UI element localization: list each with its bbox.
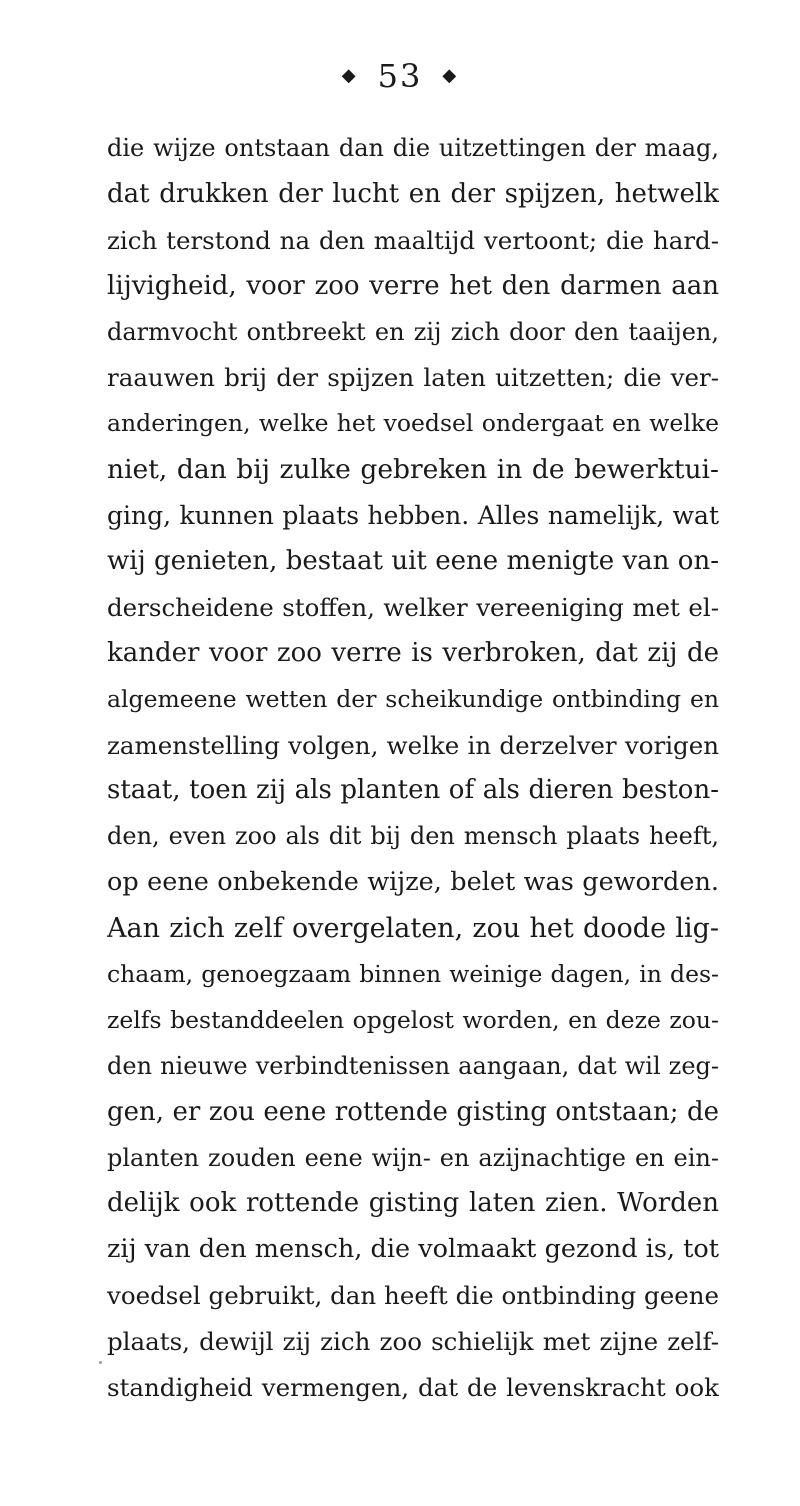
text-line: chaam, genoegzaam binnen weinige dagen, in des- [107, 960, 719, 989]
ornament-right-icon: ◆ [442, 64, 459, 86]
ornament-left-icon: ◆ [341, 64, 358, 86]
text-line: zelfs bestanddeelen opgelost worden, en deze zou- [107, 1005, 719, 1034]
text-line: Aan zich zelf overgelaten, zou het doode lig- [107, 913, 719, 945]
text-line: zamenstelling volgen, welke in derzelver vorigen [107, 730, 719, 760]
text-line: staat, toen zij als planten of als dieren beston- [107, 775, 719, 806]
text-line: algemeene wetten der scheikundige ontbinding en [107, 684, 719, 713]
text-line: den, even zoo als dit bij den mensch plaats heeft, [107, 822, 719, 851]
text-line: op eene onbekende wijze, belet was geworden. [107, 867, 719, 898]
text-line: die wijze ontstaan dan die uitzettingen der maag, [107, 134, 719, 162]
text-line: gen, er zou eene rottende gisting ontstaan; de [107, 1096, 719, 1127]
text-line: voedsel gebruikt, dan heeft die ontbinding geene [107, 1281, 719, 1311]
page-header [0, 56, 800, 99]
text-line: standigheid vermengen, dat de levenskracht ook [107, 1373, 719, 1403]
text-line: raauwen brij der spijzen laten uitzetten; die ver- [107, 363, 719, 393]
text-line: derscheidene stoffen, welker vereeniging met el- [107, 592, 719, 622]
text-line: darmvocht ontbreekt en zij zich door den taaijen, [107, 317, 719, 346]
ink-speck [99, 1361, 102, 1364]
text-line: ging, kunnen plaats hebben. Alles namelijk, wat [107, 501, 719, 531]
page-number: 53 [377, 57, 423, 95]
text-line: wij genieten, bestaat uit eene menigte van on- [107, 546, 719, 577]
text-line: delijk ook rottende gisting laten zien. Worden [107, 1188, 719, 1219]
text-line: planten zouden eene wijn- en azijnachtige en ein- [107, 1143, 719, 1172]
text-line: zij van den mensch, die volmaakt gezond is, tot [107, 1234, 719, 1265]
text-line: lijvigheid, voor zoo verre het den darmen aan [107, 270, 719, 301]
text-line: zich terstond na den maaltijd vertoont; die hard- [107, 225, 719, 255]
text-line: anderingen, welke het voedsel ondergaat en welke [107, 409, 719, 438]
text-line: den nieuwe verbindtenissen aangaan, dat wil zeg- [107, 1051, 719, 1080]
text-line: niet, dan bij zulke gebreken in de bewerktui- [107, 454, 719, 486]
text-line: kander voor zoo verre is verbroken, dat zij de [107, 637, 719, 668]
body-text [107, 126, 719, 1411]
text-line: dat drukken der lucht en der spijzen, hetwelk [107, 178, 719, 209]
text-line: plaats, dewijl zij zich zoo schielijk met zijne zelf- [107, 1327, 719, 1357]
